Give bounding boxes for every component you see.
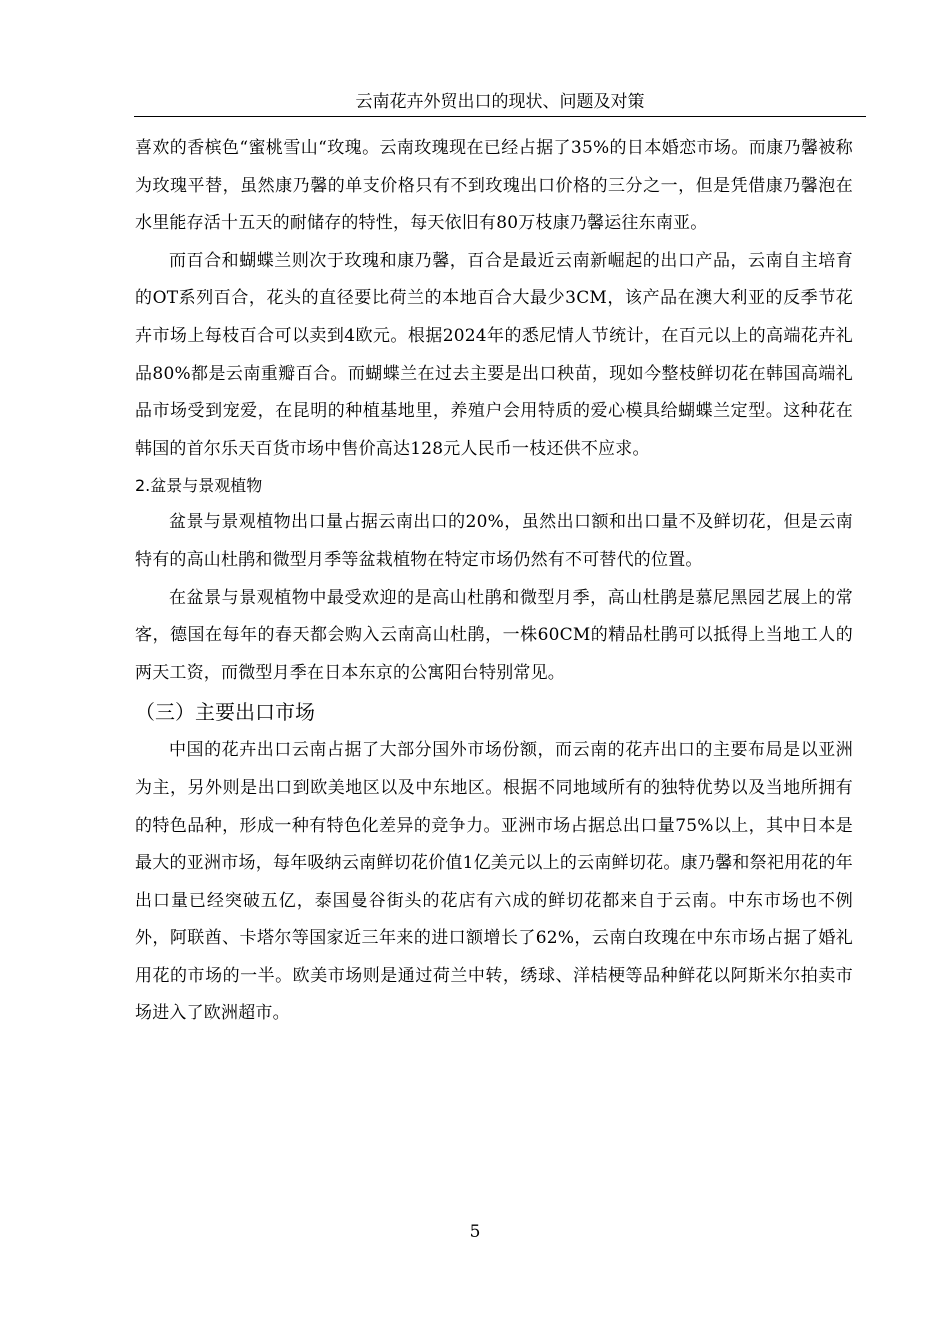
section-heading-export-markets: （三）主要出口市场 (135, 700, 315, 725)
paragraph-lily-orchid: 而百合和蝴蝶兰则次于玫瑰和康乃馨，百合是最近云南新崛起的出口产品，云南自主培育的OT系列百合，花头的直径要比荷兰的本地百合大最少3CM，该产品在澳大利亚的反季节花卉市场上每枝百合可以卖到4欧元。根据2024年的悉尼情人节统计，在百元以上的高端花卉礼品80%都是云南重瓣百合。而蝴蝶兰在过去主要是出口秧苗，现如今整枝鲜切花在韩国高端礼品市场受到宠爱，在昆明的种植基地里，养殖户会用特质的爱心模具给蝴蝶兰定型。这种花在韩国的首尔乐天百货市场中售价高达128元人民币一枝还供不应求。 (135, 250, 853, 459)
page-header (134, 90, 866, 117)
paragraph-bonsai-share: 盆景与景观植物出口量占据云南出口的20%，虽然出口额和出口量不及鲜切花，但是云南特有的高山杜鹃和微型月季等盆栽植物在特定市场仍然有不可替代的位置。 (135, 512, 853, 570)
subheading-bonsai-landscape: 2.盆景与景观植物 (135, 476, 263, 496)
document-body (135, 130, 853, 1033)
paragraph-export-markets: 中国的花卉出口云南占据了大部分国外市场份额，而云南的花卉出口的主要布局是以亚洲为主，另外则是出口到欧美地区以及中东地区。根据不同地域所有的独特优势以及当地所拥有的特色品种，形成一种有特色化差异的竞争力。亚洲市场占据总出口量75%以上，其中日本是最大的亚洲市场，每年吸纳云南鲜切花价值1亿美元以上的云南鲜切花。康乃馨和祭祀用花的年出口量已经突破五亿，泰国曼谷街头的花店有六成的鲜切花都来自于云南。中东市场也不例外，阿联酋、卡塔尔等国家近三年来的进口额增长了62%，云南白玫瑰在中东市场占据了婚礼用花的市场的一半。欧美市场则是通过荷兰中转，绣球、洋桔梗等品种鲜花以阿斯米尔拍卖市场进入了欧洲超市。 (135, 740, 853, 1024)
page-number: 5 (469, 1222, 481, 1242)
document-title: 云南花卉外贸出口的现状、问题及对策 (355, 92, 645, 112)
paragraph-flower-exports-continued: 喜欢的香槟色“蜜桃雪山“玫瑰。云南玫瑰现在已经占据了35%的日本婚恋市场。而康乃馨被称为玫瑰平替，虽然康乃馨的单支价格只有不到玫瑰出口价格的三分之一，但是凭借康乃馨泡在水里能存活十五天的耐储存的特性，每天依旧有80万枝康乃馨运往东南亚。 (135, 138, 853, 234)
paragraph-bonsai-popular: 在盆景与景观植物中最受欢迎的是高山杜鹃和微型月季，高山杜鹃是慕尼黑园艺展上的常客，德国在每年的春天都会购入云南高山杜鹃，一株60CM的精品杜鹃可以抵得上当地工人的两天工资，而微型月季在日本东京的公寓阳台特别常见。 (135, 587, 853, 683)
